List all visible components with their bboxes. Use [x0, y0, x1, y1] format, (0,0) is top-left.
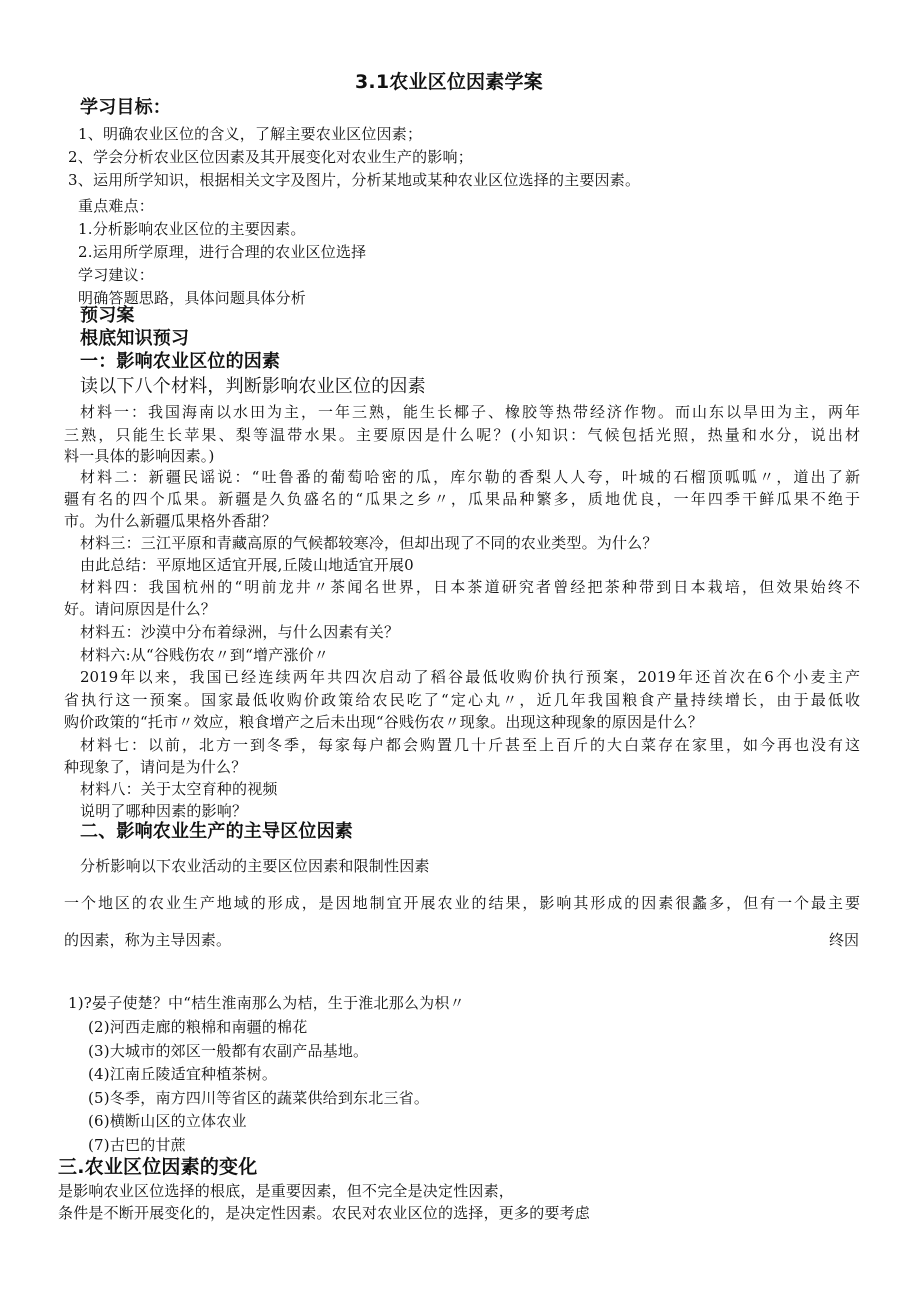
material-line: 市。为什么新疆瓜果格外香甜？ — [64, 512, 277, 530]
material-line: 省执行这一预案。国家最低收购价政策给农民吃了“定心丸〃，近几年我国粮食产量持续增长，由于最低收 — [64, 691, 860, 709]
section3-line: 是影响农业区位选择的根底，是重要因素，但不完全是决定性因素， — [58, 1182, 515, 1200]
section2-item: (3)大城市的郊区一般都有农副产品基地。 — [88, 1042, 369, 1060]
section2-item: (2)河西走廊的粮棉和南疆的棉花 — [88, 1018, 308, 1036]
material-line: 说明了哪种因素的影响？ — [80, 802, 248, 820]
material-line: 材料三：三江平原和青藏高原的气候都较寒冷，但却出现了不同的农业类型。为什么？ — [80, 534, 658, 552]
objective-item-1: 1、明确农业区位的含义，了解主要农业区位因素； — [78, 125, 423, 143]
material-line: 材料七：以前，北方一到冬季，每家每户都会购置几十斤甚至上百斤的大白菜存在家里，如今再也没有这 — [80, 736, 860, 754]
material-line: 材料五：沙漠中分布着绿洲，与什么因素有关？ — [80, 623, 400, 641]
section1-heading: 一：影响农业区位的因素 — [80, 351, 281, 372]
section2-item: (5)冬季，南方四川等省区的蔬菜供给到东北三省。 — [88, 1089, 430, 1107]
material-line: 材料二：新疆民谣说：“吐鲁番的葡萄哈密的瓜，库尔勒的香梨人人夸，叶城的石榴顶呱呱〃，道出了新 — [80, 468, 860, 486]
section2-paragraph-line: 的因素，称为主导因素。 — [64, 931, 232, 949]
section2-item: (7)古巴的甘蔗 — [88, 1136, 186, 1154]
material-line: 材料八：关于太空育种的视频 — [80, 780, 278, 798]
basic-knowledge-heading: 根底知识预习 — [80, 328, 190, 349]
material-line: 材料四：我国杭州的“明前龙井〃茶闻名世界，日本茶道研究者曾经把茶种带到日本栽培，但效果始终不 — [80, 578, 860, 596]
section2-item: (6)横断山区的立体农业 — [88, 1112, 247, 1130]
section2-paragraph-line: 一个地区的农业生产地域的形成，是因地制宜开展农业的结果，影响其形成的因素很蠡多，但有一个最主要 — [64, 894, 860, 912]
material-line: 疆有名的四个瓜果。新疆是久负盛名的“瓜果之乡〃，瓜果品种繁多，质地优良，一年四季干鲜瓜果不绝于 — [64, 490, 860, 508]
section2-item: 1)?晏子使楚？中“桔生淮南那么为桔，生于淮北那么为枳〃 — [68, 994, 465, 1012]
material-line: 由此总结：平原地区适宜开展,丘陵山地适宜开展0 — [80, 556, 414, 574]
objectives-heading: 学习目标： — [80, 97, 171, 118]
advice-heading: 学习建议： — [78, 266, 155, 284]
material-line: 2019年以来，我国已经连续两年共四次启动了稻谷最低收购价执行预案，2019年还首次在6个小麦主产 — [80, 668, 860, 686]
key-points-heading: 重点难点： — [78, 197, 155, 215]
section1-intro: 读以下八个材料，判断影响农业区位的因素 — [80, 376, 426, 397]
key-point-2: 2.运用所学原理，进行合理的农业区位选择 — [78, 243, 367, 261]
material-line: 材料六:从“谷贱伤农〃到“增产涨价〃 — [80, 646, 329, 664]
page-title: 3.1农业区位因素学案 — [355, 71, 543, 93]
advice-text: 明确答题思路，具体问题具体分析 — [78, 289, 307, 307]
section3-line: 条件是不断开展变化的，是决定性因素。农民对农业区位的选择，更多的要考虑 — [58, 1204, 591, 1222]
section2-heading: 二、影响农业生产的主导区位因素 — [80, 821, 353, 842]
preview-heading: 预习案 — [80, 305, 135, 326]
material-line: 购价政策的“托市〃效应，粮食增产之后未出现“谷贱伤农〃现象。出现这种现象的原因是什么？ — [64, 713, 703, 731]
section3-heading: 三.农业区位因素的变化 — [58, 1156, 258, 1178]
section2-item: (4)江南丘陵适宜种植茶树。 — [88, 1065, 278, 1083]
section2-trailing-text: 终因 — [829, 931, 860, 949]
material-line: 料一具体的影响因素。) — [64, 447, 215, 465]
key-point-1: 1.分析影响农业区位的主要因素。 — [78, 220, 306, 238]
material-line: 三熟，只能生长苹果、梨等温带水果。主要原因是什么呢？(小知识：气候包括光照，热量和水分，说出材 — [64, 426, 860, 444]
material-line: 材料一：我国海南以水田为主，一年三熟，能生长椰子、橡胶等热带经济作物。而山东以旱田为主，两年 — [80, 403, 860, 421]
objective-item-3: 3、运用所学知识，根据相关文字及图片，分析某地或某种农业区位选择的主要因素。 — [68, 171, 641, 189]
material-line: 种现象了，请问是为什么？ — [64, 758, 247, 776]
material-line: 好。请问原因是什么？ — [64, 600, 217, 618]
section2-intro: 分析影响以下农业活动的主要区位因素和限制性因素 — [80, 857, 430, 875]
objective-item-2: 2、学会分析农业区位因素及其开展变化对农业生产的影响； — [68, 148, 473, 166]
